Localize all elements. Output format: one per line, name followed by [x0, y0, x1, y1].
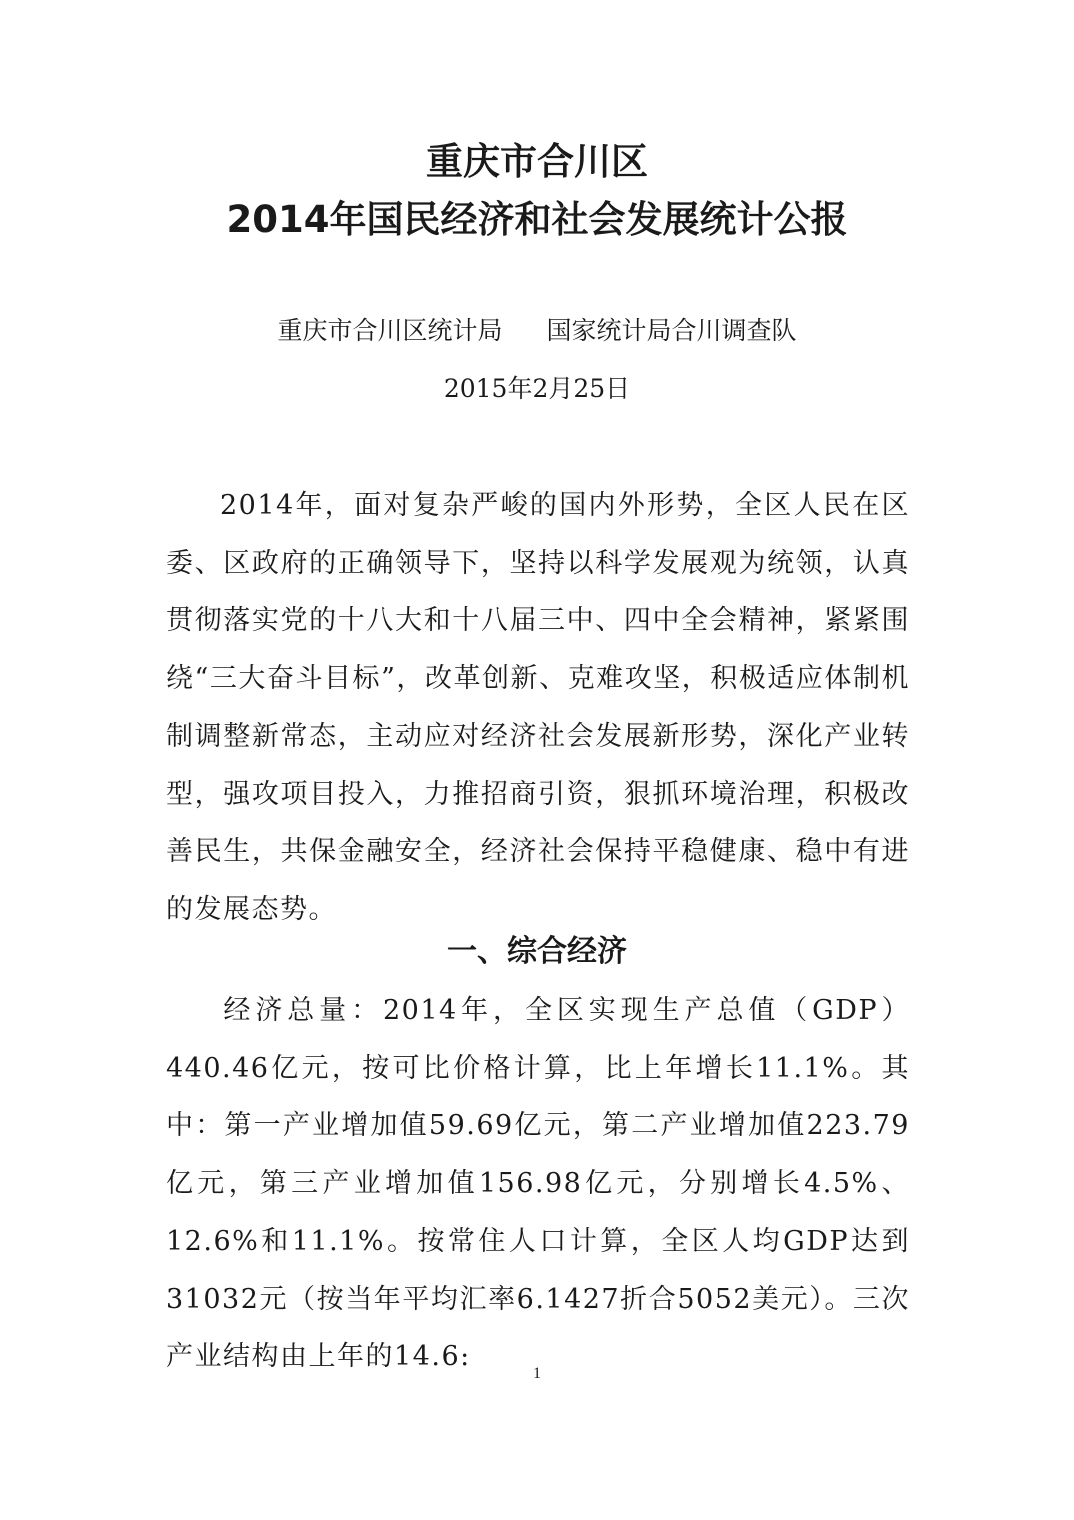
intro-paragraph [166, 477, 910, 939]
author-statistics-bureau: 重庆市合川区统计局 [277, 316, 503, 345]
author-survey-team: 国家统计局合川调查队 [546, 316, 797, 345]
intro-paragraph-text: 2014年，面对复杂严峻的国内外形势，全区人民在区委、区政府的正确领导下，坚持以科学发展观为统领，认真贯彻落实党的十八大和十八届三中、四中全会精神，紧紧围绕“三大奋斗目标”，改革创新、克难攻坚，积极适应体制机制调整新常态，主动应对经济社会发展新形势，深化产业转型，强攻项目投入，力推招商引资，狠抓环境治理，积极改善民生，共保金融安全，经济社会保持平稳健康、稳中有进的发展态势。 [166, 490, 910, 925]
publication-date: 2015年2月25日 [443, 374, 631, 403]
economy-paragraph-text: 经济总量：2014年，全区实现生产总值（GDP）440.46亿元，按可比价格计算，比上年增长11.1%。其中：第一产业增加值59.69亿元，第二产业增加值223.79亿元，第三产业增加值156.98亿元，分别增长4.5%、12.6%和11.1%。按常住人口计算，全区人均GDP达到31032元（按当年平均汇率6.1427折合5052美元）。三次产业结构由上年的14.6: [166, 995, 910, 1373]
document-authors [0, 314, 1074, 348]
document-title-line-1: 重庆市合川区 [426, 140, 648, 183]
economy-paragraph [166, 982, 910, 1386]
document-title-line-2: 2014年国民经济和社会发展统计公报 [226, 198, 848, 241]
page-number: 1 [533, 1365, 541, 1382]
section-heading-comprehensive-economy: 一、综合经济 [447, 934, 627, 969]
